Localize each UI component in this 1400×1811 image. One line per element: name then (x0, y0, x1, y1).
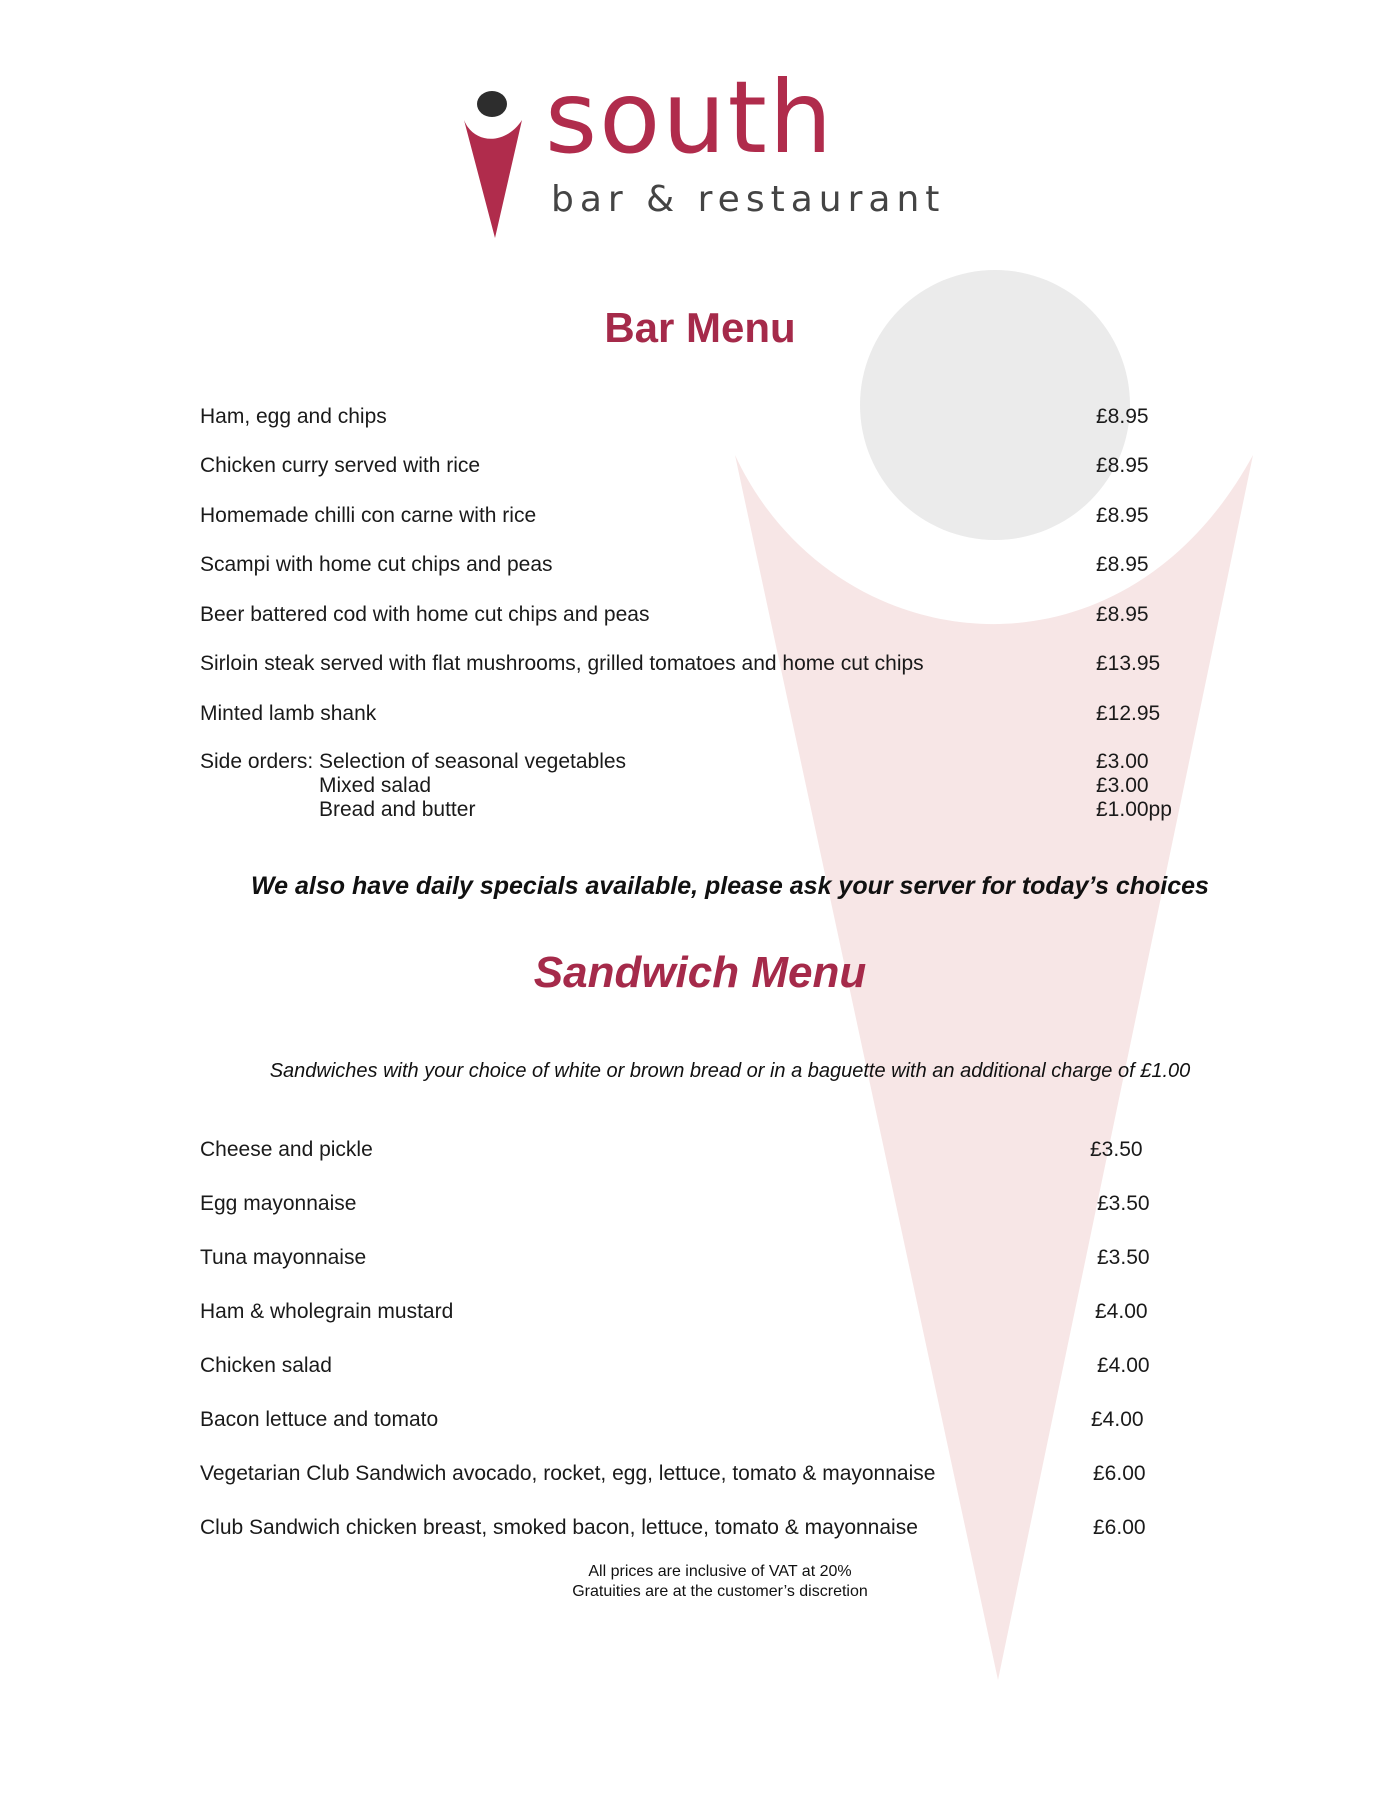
side-order-name: Selection of seasonal vegetables (319, 750, 627, 773)
bar-menu-title: Bar Menu (604, 304, 796, 351)
sandwich-item-name: Bacon lettuce and tomato (200, 1408, 439, 1431)
side-order-line (200, 798, 1200, 822)
menu-item-name: Homemade chilli con carne with rice (200, 504, 537, 527)
menu-item-price: £8.95 (1096, 405, 1149, 428)
vat-note: All prices are inclusive of VAT at 20% (588, 1563, 852, 1580)
daily-specials-note: We also have daily specials available, please ask your server for today’s choices (251, 872, 1209, 900)
menu-item-name: Sirloin steak served with flat mushrooms, grilled tomatoes and home cut chips (200, 652, 924, 675)
menu-item-price: £8.95 (1096, 603, 1149, 626)
sandwich-item-name: Cheese and pickle (200, 1138, 373, 1161)
side-order-price: £1.00pp (1096, 798, 1172, 821)
sandwich-item-name: Ham & wholegrain mustard (200, 1300, 454, 1323)
sandwich-item-name: Club Sandwich chicken breast, smoked bacon, lettuce, tomato & mayonnaise (200, 1516, 918, 1539)
menu-item-price: £8.95 (1096, 504, 1149, 527)
menu-item-name: Chicken curry served with rice (200, 454, 481, 477)
sandwich-item-price: £6.00 (1093, 1516, 1146, 1539)
side-orders (200, 750, 1200, 822)
sandwich-item-price: £4.00 (1097, 1354, 1150, 1377)
sandwich-menu-title: Sandwich Menu (533, 948, 867, 997)
menu-item-price: £8.95 (1096, 553, 1149, 576)
menu-item-price: £12.95 (1096, 702, 1161, 725)
sandwich-item-name: Vegetarian Club Sandwich avocado, rocket, egg, lettuce, tomato & mayonnaise (200, 1462, 936, 1485)
side-order-price: £3.00 (1096, 750, 1149, 773)
gratuities-note: Gratuities are at the customer’s discretion (572, 1583, 868, 1600)
side-order-line (200, 750, 1200, 774)
sandwich-item-price: £4.00 (1095, 1300, 1148, 1323)
sandwich-bread-note: Sandwiches with your choice of white or brown bread or in a baguette with an additional charge of £1.00 (269, 1060, 1191, 1082)
side-order-line (200, 774, 1200, 798)
sandwich-item-name: Chicken salad (200, 1354, 332, 1377)
sandwich-item-price: £4.00 (1091, 1408, 1144, 1431)
menu-item-name: Beer battered cod with home cut chips and peas (200, 603, 650, 626)
sandwich-item-price: £3.50 (1097, 1246, 1150, 1269)
menu-item-name: Minted lamb shank (200, 702, 377, 725)
sandwich-item-price: £6.00 (1093, 1462, 1146, 1485)
sandwich-item-name: Tuna mayonnaise (200, 1246, 367, 1269)
side-order-name: Mixed salad (319, 774, 432, 797)
menu-item-name: Scampi with home cut chips and peas (200, 553, 553, 576)
side-orders-label: Side orders: (200, 750, 314, 773)
menu-item-name: Ham, egg and chips (200, 405, 387, 428)
side-order-price: £3.00 (1096, 774, 1149, 797)
side-order-name: Bread and butter (319, 798, 476, 821)
brand-tagline: bar & restaurant (551, 179, 946, 220)
brand-name: south (545, 59, 835, 176)
menu-item-price: £13.95 (1096, 652, 1161, 675)
footer-notes (0, 1562, 1400, 1602)
sandwich-item-price: £3.50 (1097, 1192, 1150, 1215)
sandwich-item-price: £3.50 (1090, 1138, 1143, 1161)
sandwich-item-name: Egg mayonnaise (200, 1192, 357, 1215)
menu-item-price: £8.95 (1096, 454, 1149, 477)
